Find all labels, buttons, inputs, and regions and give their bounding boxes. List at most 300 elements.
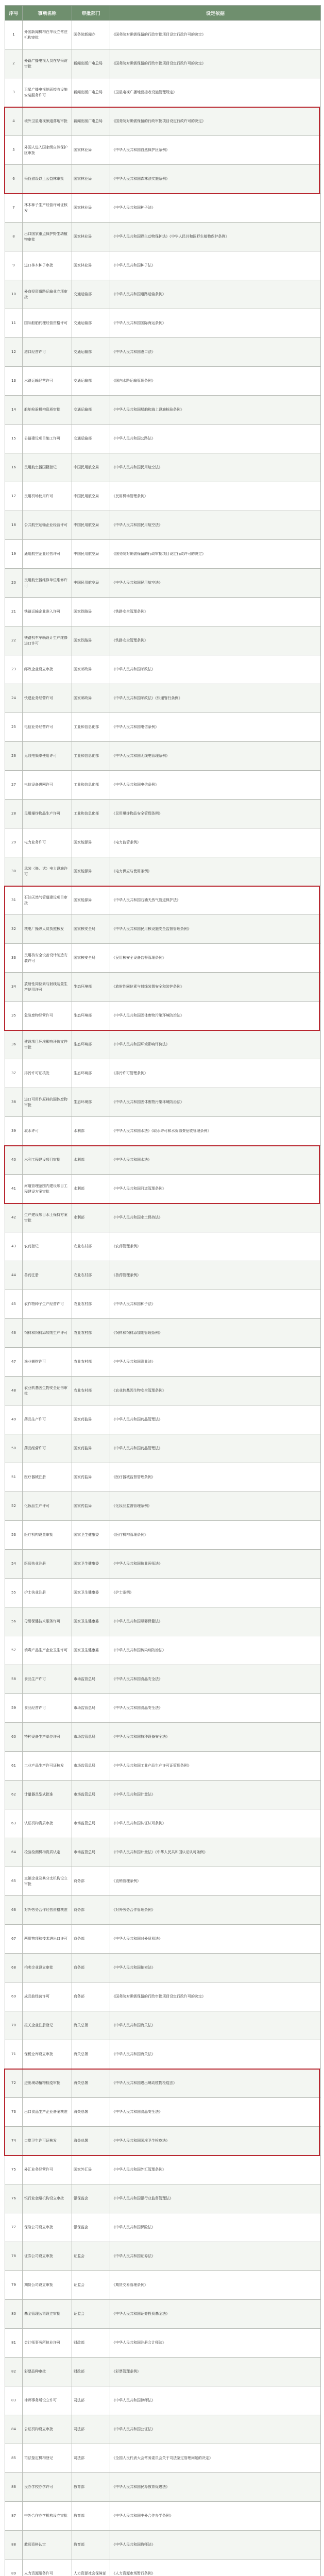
cell-dept: 生态环境部 [72, 1088, 110, 1117]
cell-name: 外国新闻机构在华设立常驻机构审批 [23, 21, 72, 49]
table-row [5, 1579, 321, 1607]
cell-name: 民用航空器国籍登记 [23, 453, 72, 482]
cell-dept: 中国民用航空局 [72, 482, 110, 511]
table-row [5, 886, 321, 915]
table-row [5, 1665, 321, 1694]
table-row [5, 1434, 321, 1463]
cell-no: 38 [5, 1088, 23, 1117]
cell-name: 采伐省级以上公益林审批 [23, 165, 72, 194]
cell-dept: 国家能源局 [72, 886, 110, 915]
cell-basis: 《中华人民共和国海关法》 [110, 2011, 321, 2040]
cell-no: 66 [5, 1896, 23, 1925]
cell-dept: 国家邮政局 [72, 655, 110, 684]
cell-dept: 司法部 [72, 2415, 110, 2444]
cell-no: 86 [5, 2473, 23, 2502]
cell-basis: 《中华人民共和国民办教育促进法》 [110, 2473, 321, 2502]
cell-dept: 工业和信息化部 [72, 713, 110, 742]
table-row [5, 1867, 321, 1896]
cell-basis: 《中华人民共和国种子法》 [110, 251, 321, 280]
cell-no: 24 [5, 684, 23, 713]
cell-no: 30 [5, 857, 23, 886]
cell-no: 27 [5, 771, 23, 800]
cell-name: 石油天然气管道建设项目审批 [23, 886, 72, 915]
cell-dept: 国家林业局 [72, 136, 110, 165]
cell-dept: 生态环境部 [72, 1059, 110, 1088]
cell-name: 核电厂操纵人员执照核发 [23, 915, 72, 944]
table-row [5, 1607, 321, 1636]
cell-no: 10 [5, 280, 23, 309]
cell-name: 民用机场使用许可 [23, 482, 72, 511]
cell-dept: 水利部 [72, 1146, 110, 1175]
cell-basis: 《中华人民共和国律师法》 [110, 2386, 321, 2415]
cell-basis: 《放射性同位素与射线装置安全和防护条例》 [110, 973, 321, 1002]
cell-no: 56 [5, 1607, 23, 1636]
cell-basis: 《中华人民共和国进出境动植物检疫法》 [110, 2069, 321, 2098]
cell-no: 22 [5, 626, 23, 655]
cell-no: 35 [5, 1002, 23, 1030]
cell-basis: 《中华人民共和国计量法》 [110, 1781, 321, 1809]
table-row [5, 2358, 321, 2386]
cell-name: 药品生产许可 [23, 1405, 72, 1434]
cell-dept: 农业农村部 [72, 1319, 110, 1348]
cell-dept: 交通运输部 [72, 425, 110, 453]
table-row [5, 2502, 321, 2531]
cell-dept: 银保监会 [72, 2184, 110, 2213]
cell-no: 89 [5, 2560, 23, 2576]
cell-basis: 《护士条例》 [110, 1579, 321, 1607]
cell-basis: 《中华人民共和国水法》 [110, 1146, 321, 1175]
cell-name: 外商投资道路运输业立项审批 [23, 280, 72, 309]
cell-basis: 《中华人民共和国母婴保健法》 [110, 1607, 321, 1636]
cell-basis: 《中华人民共和国河道管理条例》 [110, 1175, 321, 1204]
cell-dept: 国家药监局 [72, 1405, 110, 1434]
cell-basis: 《直销管理条例》 [110, 1867, 321, 1896]
cell-basis: 《中华人民共和国公证法》 [110, 2415, 321, 2444]
table-row [5, 1088, 321, 1117]
cell-no: 31 [5, 886, 23, 915]
cell-basis: 《中华人民共和国无线电管理条例》 [110, 742, 321, 771]
cell-no: 85 [5, 2444, 23, 2473]
cell-no: 26 [5, 742, 23, 771]
table-row [5, 857, 321, 886]
cell-name: 境外卫星电视频道落地审批 [23, 107, 72, 136]
table-row [5, 2271, 321, 2300]
cell-name: 河道管理范围内建设项目工程建设方案审批 [23, 1175, 72, 1204]
cell-no: 12 [5, 338, 23, 367]
cell-dept: 证监会 [72, 2300, 110, 2329]
table-row [5, 1319, 321, 1348]
cell-dept: 交通运输部 [72, 338, 110, 367]
cell-basis: 《排污许可管理条例》 [110, 1059, 321, 1088]
cell-name: 成品油经营许可 [23, 1982, 72, 2011]
cell-name: 人力资源服务许可 [23, 2560, 72, 2576]
cell-no: 14 [5, 396, 23, 425]
table-row [5, 684, 321, 713]
cell-name: 检验检测机构资质认定 [23, 1838, 72, 1867]
cell-name: 计量器具型式批准 [23, 1781, 72, 1809]
table-row [5, 453, 321, 482]
table-row [5, 1521, 321, 1550]
table-row [5, 1636, 321, 1665]
cell-basis: 《中华人民共和国保险法》 [110, 2213, 321, 2242]
cell-dept: 中国民用航空局 [72, 540, 110, 569]
cell-dept: 海关总署 [72, 2069, 110, 2098]
cell-name: 进出境动植物检疫审批 [23, 2069, 72, 2098]
table-row [5, 655, 321, 684]
cell-basis: 《民用爆炸物品安全管理条例》 [110, 800, 321, 828]
cell-name: 外籍广播电视人员在华采访审批 [23, 49, 72, 78]
table-row [5, 1925, 321, 1954]
cell-no: 64 [5, 1838, 23, 1867]
cell-name: 律师事务所设立许可 [23, 2386, 72, 2415]
cell-basis: 《铁路安全管理条例》 [110, 598, 321, 626]
table-row [5, 136, 321, 165]
cell-name: 铁路运输企业准入许可 [23, 598, 72, 626]
table-row [5, 2444, 321, 2473]
cell-basis: 《农业转基因生物安全管理条例》 [110, 1377, 321, 1405]
table-row [5, 367, 321, 396]
cell-no: 53 [5, 1521, 23, 1550]
cell-basis: 《期货交易管理条例》 [110, 2271, 321, 2300]
table-row [5, 828, 321, 857]
cell-no: 5 [5, 136, 23, 165]
cell-no: 25 [5, 713, 23, 742]
cell-dept: 国家林业局 [72, 251, 110, 280]
cell-name: 生产建设项目水土保持方案审批 [23, 1204, 72, 1232]
cell-name: 药品经营许可 [23, 1434, 72, 1463]
cell-no: 62 [5, 1781, 23, 1809]
cell-dept: 国家药监局 [72, 1434, 110, 1463]
cell-basis: 《国务院对确需保留的行政审批项目设定行政许可的决定》 [110, 107, 321, 136]
cell-dept: 生态环境部 [72, 973, 110, 1002]
cell-name: 消毒产品生产企业卫生许可 [23, 1636, 72, 1665]
cell-no: 82 [5, 2358, 23, 2386]
cell-basis: 《全国人民代表大会常务委员会关于司法鉴定管理问题的决定》 [110, 2444, 321, 2473]
cell-name: 彩票品种审批 [23, 2358, 72, 2386]
table-row [5, 107, 321, 136]
table-row [5, 1694, 321, 1723]
cell-dept: 水利部 [72, 1204, 110, 1232]
cell-name: 无线电频率使用许可 [23, 742, 72, 771]
table-row [5, 1781, 321, 1809]
cell-name: 承装（修、试）电力设施许可 [23, 857, 72, 886]
cell-basis: 《卫星电视广播地面接收设施管理规定》 [110, 78, 321, 107]
cell-no: 41 [5, 1175, 23, 1204]
header-name: 事项名称 [23, 6, 72, 21]
cell-basis: 《中华人民共和国教师法》 [110, 2531, 321, 2560]
table-row [5, 1896, 321, 1925]
cell-no: 3 [5, 78, 23, 107]
table-row [5, 540, 321, 569]
table-row [5, 2040, 321, 2069]
cell-name: 特种设备生产单位许可 [23, 1723, 72, 1752]
cell-dept: 交通运输部 [72, 280, 110, 309]
table-row [5, 1290, 321, 1319]
table-row [5, 1752, 321, 1781]
table-header-row [5, 6, 321, 21]
cell-dept: 国家药监局 [72, 1463, 110, 1492]
cell-name: 饲料和饲料添加剂生产许可 [23, 1319, 72, 1348]
cell-basis: 《中华人民共和国水土保持法》 [110, 1204, 321, 1232]
cell-name: 放射性同位素与射线装置生产使用许可 [23, 973, 72, 1002]
cell-dept: 海关总署 [72, 2040, 110, 2069]
cell-name: 化妆品生产许可 [23, 1492, 72, 1521]
cell-dept: 国家邮政局 [72, 684, 110, 713]
cell-no: 13 [5, 367, 23, 396]
table-row [5, 309, 321, 338]
cell-basis: 《中华人民共和国水法》《取水许可和水资源费征收管理条例》 [110, 1117, 321, 1146]
cell-dept: 海关总署 [72, 2011, 110, 2040]
cell-no: 78 [5, 2242, 23, 2271]
cell-dept: 海关总署 [72, 2098, 110, 2127]
cell-no: 39 [5, 1117, 23, 1146]
table-row [5, 1838, 321, 1867]
cell-basis: 《中华人民共和国食品安全法》 [110, 2098, 321, 2127]
cell-name: 两用物项和技术进出口许可 [23, 1925, 72, 1954]
table-row [5, 396, 321, 425]
cell-dept: 农业农村部 [72, 1232, 110, 1261]
cell-basis: 《中华人民共和国民用航空法》 [110, 453, 321, 482]
cell-dept: 商务部 [72, 1954, 110, 1982]
cell-no: 76 [5, 2184, 23, 2213]
cell-name: 保险公司设立审批 [23, 2213, 72, 2242]
cell-name: 水路运输经营许可 [23, 367, 72, 396]
cell-no: 4 [5, 107, 23, 136]
cell-basis: 《兽药管理条例》 [110, 1261, 321, 1290]
table-row [5, 1463, 321, 1492]
cell-name: 民办学校办学许可 [23, 2473, 72, 2502]
cell-basis: 《民用核安全设备监督管理条例》 [110, 944, 321, 973]
cell-dept: 司法部 [72, 2444, 110, 2473]
table-row [5, 251, 321, 280]
cell-dept: 国家卫生健康委 [72, 1521, 110, 1550]
cell-basis: 《中华人民共和国邮政法》《快递暂行条例》 [110, 684, 321, 713]
table-row [5, 280, 321, 309]
cell-dept: 国家能源局 [72, 857, 110, 886]
cell-dept: 银保监会 [72, 2213, 110, 2242]
cell-name: 公共航空运输企业经营许可 [23, 511, 72, 540]
cell-basis: 《国务院对确需保留的行政审批项目设定行政许可的决定》 [110, 21, 321, 49]
table-row [5, 165, 321, 194]
cell-name: 农药登记 [23, 1232, 72, 1261]
cell-basis: 《中华人民共和国工业产品生产许可证管理条例》 [110, 1752, 321, 1781]
cell-no: 81 [5, 2329, 23, 2358]
table-row [5, 223, 321, 251]
cell-dept: 商务部 [72, 1867, 110, 1896]
cell-name: 医师执业注册 [23, 1550, 72, 1579]
cell-basis: 《中华人民共和国渔业法》 [110, 1348, 321, 1377]
cell-basis: 《化妆品监督管理条例》 [110, 1492, 321, 1521]
cell-dept: 新闻出版广电总局 [72, 49, 110, 78]
cell-no: 79 [5, 2271, 23, 2300]
cell-dept: 农业农村部 [72, 1348, 110, 1377]
cell-name: 外国人进入国家级自然保护区审批 [23, 136, 72, 165]
cell-no: 61 [5, 1752, 23, 1781]
cell-no: 47 [5, 1348, 23, 1377]
cell-name: 期货公司设立审批 [23, 2271, 72, 2300]
cell-name: 中外合作办学机构设立审批 [23, 2502, 72, 2531]
cell-no: 20 [5, 569, 23, 598]
cell-no: 44 [5, 1261, 23, 1290]
cell-basis: 《中华人民共和国邮政法》 [110, 655, 321, 684]
cell-basis: 《中华人民共和国认证认可条例》 [110, 1809, 321, 1838]
cell-no: 29 [5, 828, 23, 857]
cell-no: 9 [5, 251, 23, 280]
cell-dept: 水利部 [72, 1175, 110, 1204]
table-row [5, 1982, 321, 2011]
cell-name: 民用爆炸物品生产许可 [23, 800, 72, 828]
cell-name: 口岸卫生许可证核发 [23, 2127, 72, 2156]
cell-name: 船舶检验机构资质审批 [23, 396, 72, 425]
cell-name: 进口可用作原料的固体废物审批 [23, 1088, 72, 1117]
cell-name: 快递业务经营许可 [23, 684, 72, 713]
header-no: 序号 [5, 6, 23, 21]
cell-basis: 《中华人民共和国拍卖法》 [110, 1954, 321, 1982]
cell-basis: 《中华人民共和国药品管理法》 [110, 1405, 321, 1434]
cell-no: 65 [5, 1867, 23, 1896]
cell-no: 37 [5, 1059, 23, 1088]
cell-dept: 人力资源社会保障部 [72, 2560, 110, 2576]
cell-dept: 国家能源局 [72, 828, 110, 857]
cell-dept: 司法部 [72, 2386, 110, 2415]
header-dept: 审批部门 [72, 6, 110, 21]
table-row [5, 2329, 321, 2358]
table-row [5, 1261, 321, 1290]
cell-name: 取水许可 [23, 1117, 72, 1146]
table-row [5, 2386, 321, 2415]
table-row [5, 626, 321, 655]
cell-no: 68 [5, 1954, 23, 1982]
table-row [5, 338, 321, 367]
cell-basis: 《饲料和饲料添加剂管理条例》 [110, 1319, 321, 1348]
cell-dept: 国家铁路局 [72, 626, 110, 655]
cell-basis: 《对外劳务合作管理条例》 [110, 1896, 321, 1925]
cell-basis: 《中华人民共和国港口法》 [110, 338, 321, 367]
cell-basis: 《中华人民共和国民用航空法》 [110, 511, 321, 540]
cell-dept: 国家卫生健康委 [72, 1636, 110, 1665]
cell-name: 护士执业注册 [23, 1579, 72, 1607]
table-row [5, 2242, 321, 2271]
table-row [5, 800, 321, 828]
cell-name: 教师资格认定 [23, 2531, 72, 2560]
cell-no: 74 [5, 2127, 23, 2156]
table-row [5, 1809, 321, 1838]
cell-dept: 工业和信息化部 [72, 771, 110, 800]
cell-no: 73 [5, 2098, 23, 2127]
cell-dept: 市场监管总局 [72, 1694, 110, 1723]
cell-dept: 新闻出版广电总局 [72, 78, 110, 107]
cell-basis: 《中华人民共和国药品管理法》 [110, 1434, 321, 1463]
table-row [5, 713, 321, 742]
cell-no: 15 [5, 425, 23, 453]
cell-no: 67 [5, 1925, 23, 1954]
cell-no: 6 [5, 165, 23, 194]
cell-name: 邮政企业设立审批 [23, 655, 72, 684]
cell-name: 电信设备进网许可 [23, 771, 72, 800]
table-body [5, 21, 321, 2576]
cell-name: 出口食品生产企业备案核准 [23, 2098, 72, 2127]
cell-dept: 生态环境部 [72, 1002, 110, 1030]
table-row [5, 2011, 321, 2040]
table-row [5, 598, 321, 626]
cell-basis: 《中华人民共和国证券法》 [110, 2242, 321, 2271]
cell-basis: 《中华人民共和国电信条例》 [110, 713, 321, 742]
cell-basis: 《电力监管条例》 [110, 828, 321, 857]
table-row [5, 1492, 321, 1521]
cell-no: 23 [5, 655, 23, 684]
cell-name: 出口国家重点保护野生动植物审批 [23, 223, 72, 251]
cell-no: 80 [5, 2300, 23, 2329]
cell-basis: 《中华人民共和国石油天然气管道保护法》 [110, 886, 321, 915]
table-row [5, 1002, 321, 1030]
cell-basis: 《中华人民共和国国境卫生检疫法》 [110, 2127, 321, 2156]
cell-no: 70 [5, 2011, 23, 2040]
cell-name: 兽药注册 [23, 1261, 72, 1290]
cell-dept: 国务院新闻办 [72, 21, 110, 49]
cell-dept: 交通运输部 [72, 367, 110, 396]
cell-basis: 《中华人民共和国固体废物污染环境防治法》 [110, 1002, 321, 1030]
cell-no: 2 [5, 49, 23, 78]
cell-name: 食品经营许可 [23, 1694, 72, 1723]
cell-basis: 《彩票管理条例》 [110, 2358, 321, 2386]
cell-name: 民用航空器维修单位维修许可 [23, 569, 72, 598]
cell-dept: 商务部 [72, 1896, 110, 1925]
cell-basis: 《中华人民共和国外汇管理条例》 [110, 2156, 321, 2184]
table-row [5, 2415, 321, 2444]
cell-no: 11 [5, 309, 23, 338]
cell-no: 17 [5, 482, 23, 511]
cell-basis: 《中华人民共和国自然保护区条例》 [110, 136, 321, 165]
cell-no: 88 [5, 2531, 23, 2560]
cell-dept: 农业农村部 [72, 1290, 110, 1319]
table-row [5, 1059, 321, 1088]
cell-dept: 市场监管总局 [72, 1809, 110, 1838]
cell-basis: 《国务院对确需保留的行政审批项目设定行政许可的决定》 [110, 540, 321, 569]
cell-dept: 中国民用航空局 [72, 453, 110, 482]
cell-name: 保税仓库设立审批 [23, 2040, 72, 2069]
cell-name: 会计师事务所执业许可 [23, 2329, 72, 2358]
cell-dept: 国家药监局 [72, 1492, 110, 1521]
cell-no: 63 [5, 1809, 23, 1838]
table-row [5, 915, 321, 944]
cell-dept: 海关总署 [72, 2127, 110, 2156]
cell-dept: 教育部 [72, 2531, 110, 2560]
cell-no: 49 [5, 1405, 23, 1434]
table-row [5, 569, 321, 598]
cell-name: 食品生产许可 [23, 1665, 72, 1694]
table-row [5, 2184, 321, 2213]
table-row [5, 1348, 321, 1377]
cell-basis: 《中华人民共和国船舶和海上设施检验条例》 [110, 396, 321, 425]
table-row [5, 1723, 321, 1752]
header-basis: 设定依据 [110, 6, 321, 21]
table-row [5, 194, 321, 223]
cell-dept: 教育部 [72, 2502, 110, 2531]
cell-basis: 《中华人民共和国银行业监督管理法》 [110, 2184, 321, 2213]
cell-name: 农作物种子生产经营许可 [23, 1290, 72, 1319]
cell-basis: 《中华人民共和国计量法》《中华人民共和国认证认可条例》 [110, 1838, 321, 1867]
cell-dept: 市场监管总局 [72, 1665, 110, 1694]
cell-no: 43 [5, 1232, 23, 1261]
cell-name: 危险废物经营许可 [23, 1002, 72, 1030]
cell-no: 84 [5, 2415, 23, 2444]
cell-name: 母婴保健技术服务许可 [23, 1607, 72, 1636]
cell-no: 59 [5, 1694, 23, 1723]
cell-basis: 《中华人民共和国证券投资基金法》 [110, 2300, 321, 2329]
cell-name: 外汇业务经营许可 [23, 2156, 72, 2184]
cell-name: 电信业务经营许可 [23, 713, 72, 742]
cell-no: 77 [5, 2213, 23, 2242]
